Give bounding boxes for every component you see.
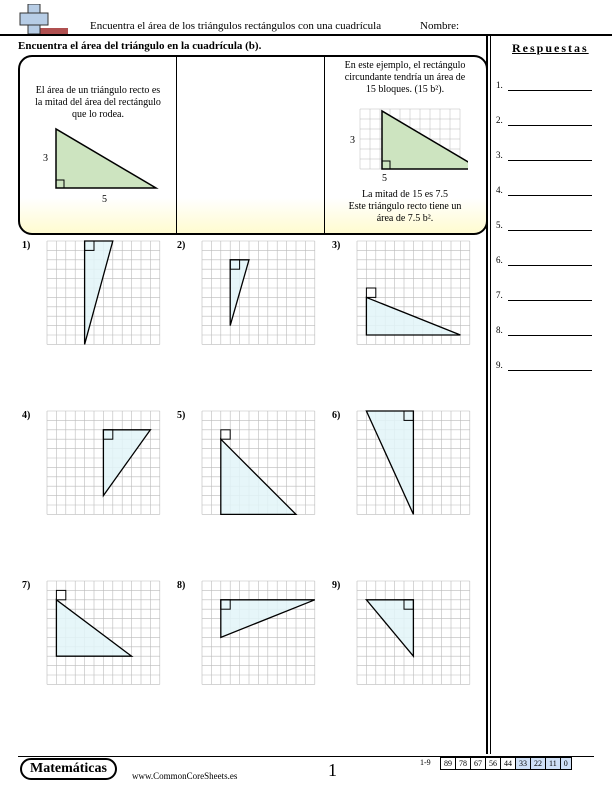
problem-grid-6 (356, 410, 471, 515)
example-left-base: 5 (102, 194, 107, 205)
right-angle-marker-3 (366, 288, 375, 297)
score-table (441, 757, 572, 770)
answer-label-7: 7. (496, 290, 503, 300)
example-right-bottom-text: La mitad de 15 es 7.5 Este triángulo recto tiene un área de 7.5 b². (348, 189, 462, 224)
answer-blank-7[interactable] (508, 300, 592, 301)
score-cell-5: 44 (500, 757, 516, 770)
worksheet-title: Encuentra el área de los triángulos rectángulos con una cuadrícula (90, 20, 382, 32)
answer-blank-4[interactable] (508, 195, 592, 196)
page-number: 1 (328, 760, 337, 780)
right-triangle-6 (366, 411, 413, 514)
problem-label-4: 4) (22, 410, 31, 421)
name-label: Nombre: (420, 20, 460, 32)
answer-blank-3[interactable] (508, 160, 592, 161)
answer-blank-1[interactable] (508, 90, 592, 91)
right-triangle-1 (85, 241, 113, 344)
score-cell-4: 56 (485, 757, 501, 770)
answer-blank-6[interactable] (508, 265, 592, 266)
brand-logo: Matemáticas (20, 758, 117, 780)
header-rule (0, 34, 612, 36)
instructions: Encuentra el área del triángulo en la cuadrícula (b). (18, 40, 262, 52)
problem-grid-8 (201, 580, 316, 685)
answer-blank-8[interactable] (508, 335, 592, 336)
answer-label-6: 6. (496, 255, 503, 265)
score-cell-3: 67 (470, 757, 486, 770)
score-cell-9: 0 (560, 757, 572, 770)
problem-grid-1 (46, 240, 161, 345)
problem-grid-7 (46, 580, 161, 685)
example-right-top-text: En este ejemplo, el rectángulo circundante tendría un área de 15 bloques. (15 b²). (344, 60, 466, 95)
example-left-text: El área de un triángulo recto es la mitad del área del rectángulo que lo rodea. (35, 85, 161, 120)
problem-label-2: 2) (177, 240, 186, 251)
problem-label-6: 6) (332, 410, 341, 421)
answer-blank-2[interactable] (508, 125, 592, 126)
score-range-label: 1-9 (420, 758, 431, 767)
score-cell-8: 11 (545, 757, 561, 770)
example-right-base: 5 (382, 173, 387, 184)
answer-label-5: 5. (496, 220, 503, 230)
example-box (18, 55, 488, 235)
example-divider-1 (176, 57, 177, 233)
answer-label-3: 3. (496, 150, 503, 160)
answer-blank-5[interactable] (508, 230, 592, 231)
answer-label-4: 4. (496, 185, 503, 195)
problem-grid-3 (356, 240, 471, 345)
problem-label-7: 7) (22, 580, 31, 591)
example-grid-triangle (358, 107, 468, 171)
problem-label-9: 9) (332, 580, 341, 591)
answer-label-2: 2. (496, 115, 503, 125)
score-cell-1: 89 (440, 757, 456, 770)
plus-logo-icon (18, 4, 70, 36)
problem-grid-4 (46, 410, 161, 515)
example-triangle-plain (40, 125, 170, 205)
score-cell-2: 78 (455, 757, 471, 770)
score-cell-6: 33 (515, 757, 531, 770)
problem-grid-9 (356, 580, 471, 685)
answer-label-9: 9. (496, 360, 503, 370)
answer-label-8: 8. (496, 325, 503, 335)
right-angle-marker-5 (221, 430, 230, 439)
example-right-height: 3 (350, 135, 355, 146)
problem-label-1: 1) (22, 240, 31, 251)
answer-divider-2 (490, 34, 491, 754)
problem-label-5: 5) (177, 410, 186, 421)
problem-label-3: 3) (332, 240, 341, 251)
answers-title: Respuestas (512, 41, 589, 55)
example-left-height: 3 (43, 153, 48, 164)
problem-label-8: 8) (177, 580, 186, 591)
example-divider-2 (324, 57, 325, 233)
site-url: www.CommonCoreSheets.es (132, 771, 238, 781)
answer-label-1: 1. (496, 80, 503, 90)
problem-grid-5 (201, 410, 316, 515)
answer-blank-9[interactable] (508, 370, 592, 371)
problem-grid-2 (201, 240, 316, 345)
right-angle-marker-7 (56, 590, 65, 599)
score-cell-7: 22 (530, 757, 546, 770)
